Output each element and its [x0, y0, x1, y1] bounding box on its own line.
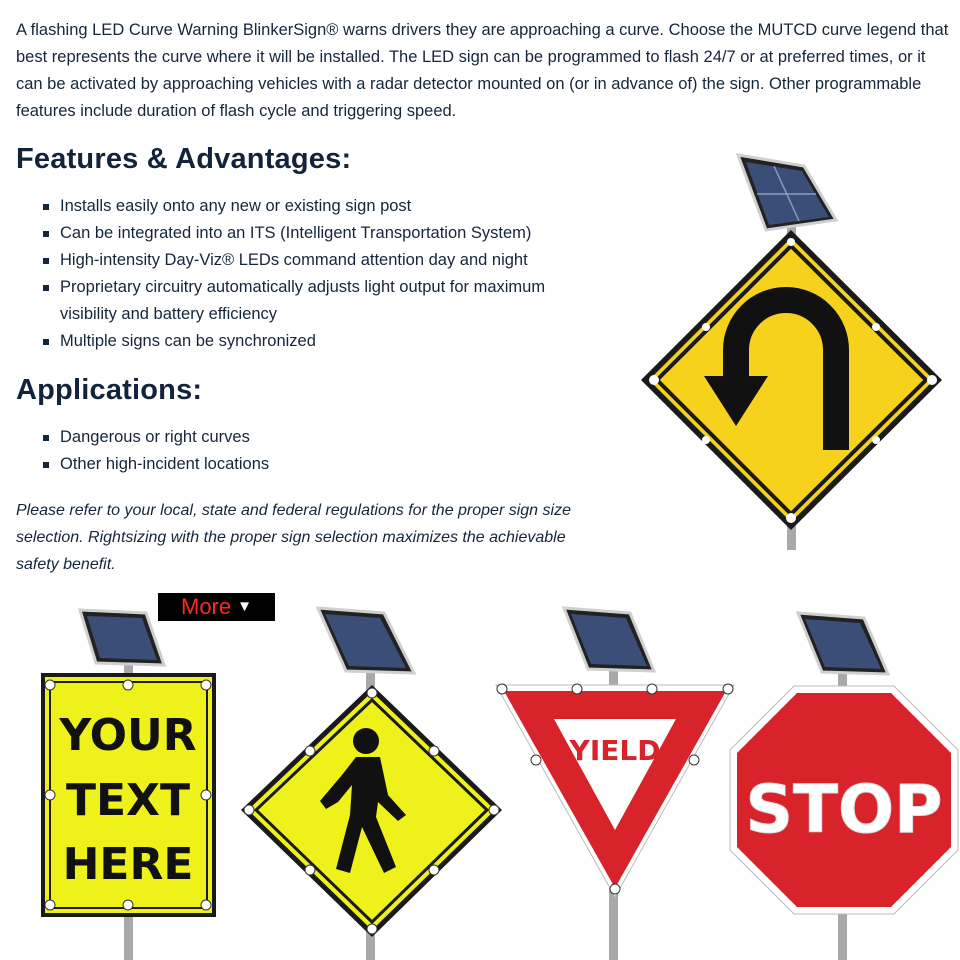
stop-text: STOP [745, 771, 943, 848]
pedestrian-sign-image [238, 605, 506, 960]
custom-text-sign-image [38, 605, 218, 960]
sign-text-line: HERE [62, 839, 194, 890]
solar-panel-icon [738, 155, 836, 230]
regulations-note: Please refer to your local, state and federal regulations for the proper sign size selection. Rightsizing with the proper sign selection maximizes the achievable safety benefit. [16, 502, 571, 573]
solar-panel-icon [80, 610, 164, 665]
list-item: Dangerous or right curves [60, 424, 580, 451]
curve-warning-sign-image [636, 150, 946, 550]
yield-text: YIELD [569, 734, 661, 767]
intro-paragraph: A flashing LED Curve Warning BlinkerSign® warns drivers they are approaching a curve. Choose the MUTCD curve legend that best represents the curve where it will be installed. The LED sign can be programmed to flash 24/7 or at preferred times, or it can be activated by approaching vehicles with a radar detector mounted on (or in advance of) the sign. Other programmable features include duration of flash cycle and triggering speed. [16, 21, 949, 120]
list-item: Installs easily onto any new or existing sign post [60, 193, 580, 220]
list-item: Can be integrated into an ITS (Intelligent Transportation System) [60, 220, 580, 247]
sign-text-line: YOUR [59, 710, 197, 761]
sign-text-line: TEXT [65, 775, 191, 826]
solar-panel-icon [318, 608, 414, 673]
solar-panel-icon [564, 608, 654, 671]
features-heading: Features & Advantages: [16, 143, 352, 175]
yield-sign-image [492, 605, 737, 960]
more-button-label: More [181, 594, 232, 619]
stop-sign-image [728, 610, 960, 960]
curve-sign-diamond [641, 230, 942, 530]
list-item: High-intensity Day-Viz® LEDs command attention day and night [60, 247, 580, 274]
triangle-down-icon: ▼ [237, 598, 252, 615]
list-item: Proprietary circuitry automatically adjusts light output for maximum visibility and battery efficiency [60, 274, 580, 328]
applications-list [60, 424, 580, 478]
features-list [60, 193, 580, 355]
list-item: Multiple signs can be synchronized [60, 328, 580, 355]
solar-panel-icon [798, 613, 888, 674]
applications-heading: Applications: [16, 374, 203, 406]
list-item: Other high-incident locations [60, 451, 580, 478]
